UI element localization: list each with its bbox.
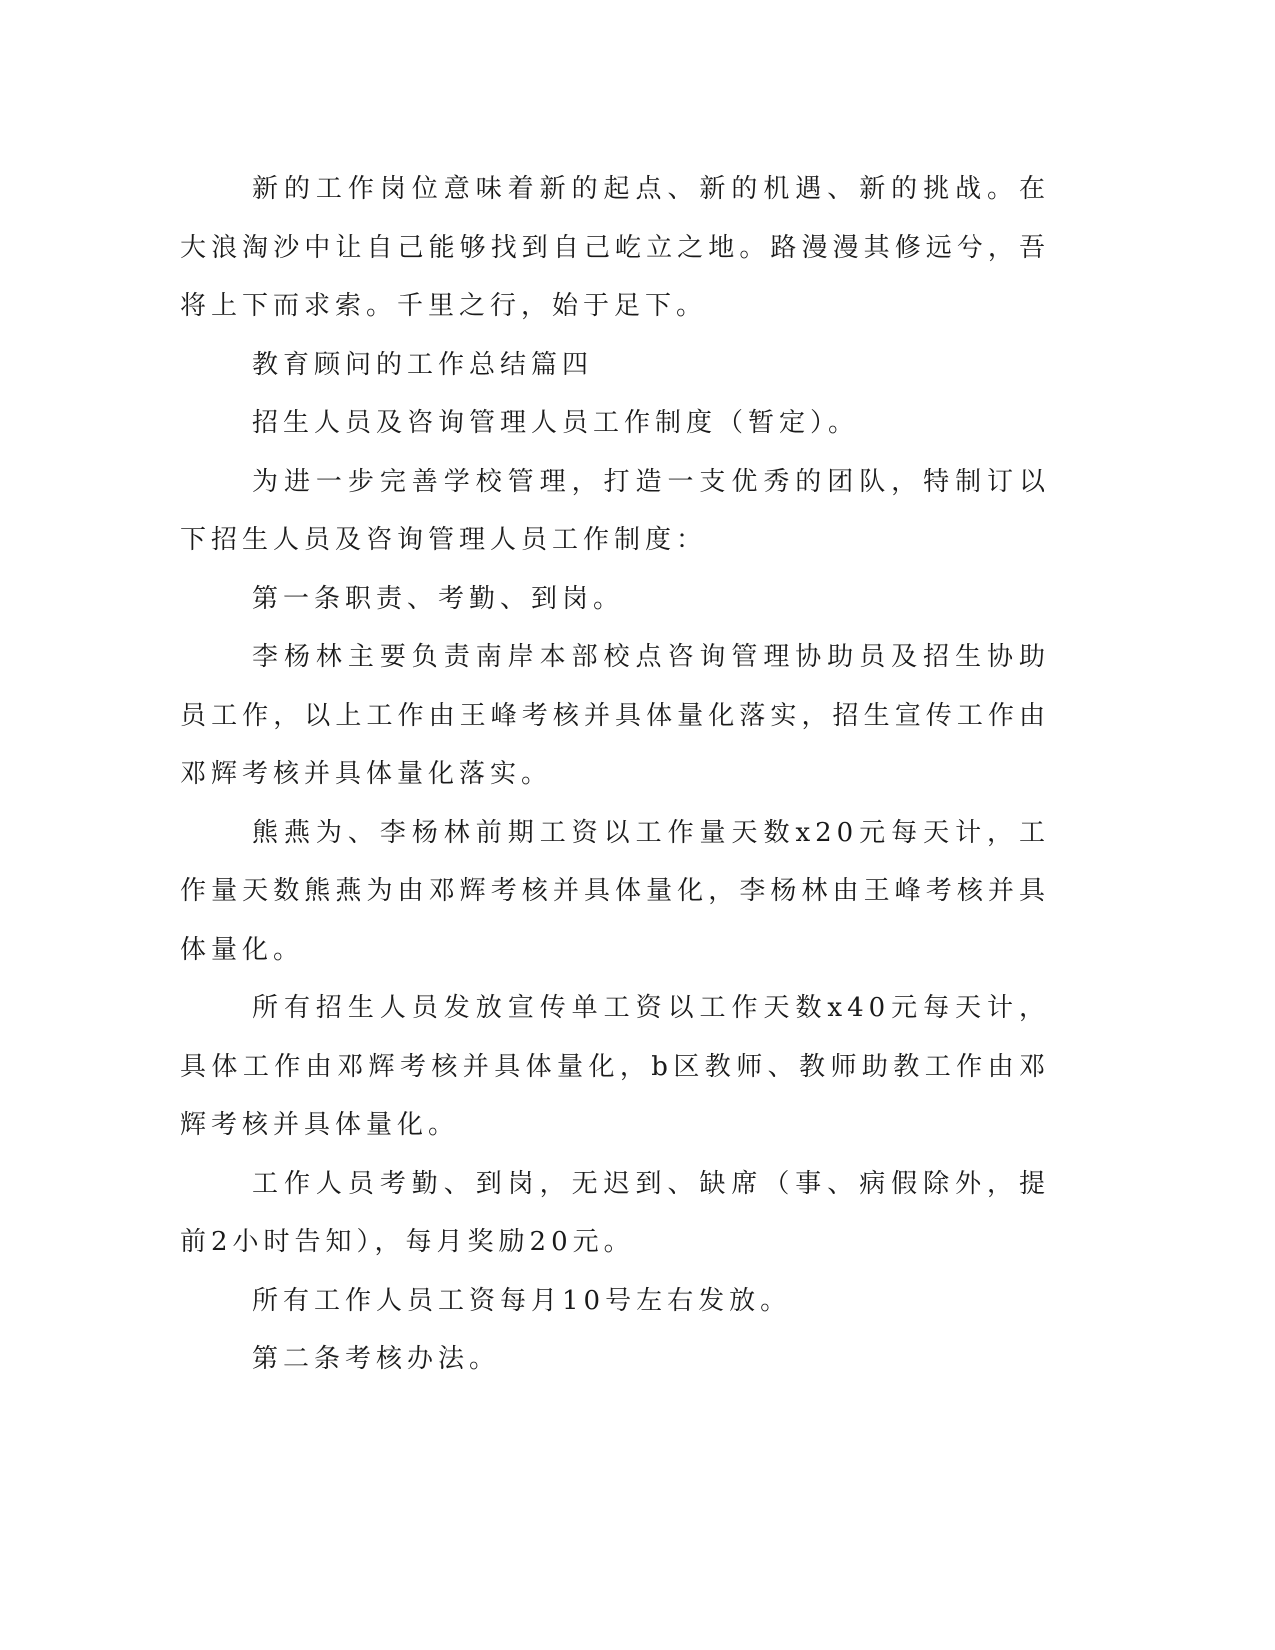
paragraph-intro: 新的工作岗位意味着新的起点、新的机遇、新的挑战。在大浪淘沙中让自己能够找到自己屹立之地。路漫漫其修远兮，吾将上下而求索。千里之行，始于足下。 — [180, 174, 1050, 321]
section-title: 教育顾问的工作总结篇四 — [252, 349, 594, 380]
article-one-title: 第一条职责、考勤、到岗。 — [252, 583, 625, 614]
paragraph-wage-early: 熊燕为、李杨林前期工资以工作量天数x20元每天计，工作量天数熊燕为由邓辉考核并具体量化，李杨林由王峰考核并具体量化。 — [180, 817, 1050, 965]
paragraph-attendance: 工作人员考勤、到岗，无迟到、缺席（事、病假除外，提前2小时告知），每月奖励20元。 — [180, 1168, 1050, 1257]
paragraph-payday: 所有工作人员工资每月10号左右发放。 — [252, 1285, 792, 1316]
document-body — [180, 160, 1050, 1389]
article-two-title: 第二条考核办法。 — [252, 1344, 501, 1374]
paragraph-responsibility: 李杨林主要负责南岸本部校点咨询管理协助员及招生协助员工作，以上工作由王峰考核并具体量化落实，招生宣传工作由邓辉考核并具体量化落实。 — [180, 642, 1050, 789]
paragraph-purpose: 为进一步完善学校管理，打造一支优秀的团队，特制订以下招生人员及咨询管理人员工作制度： — [180, 466, 1050, 555]
paragraph-wage-flyers: 所有招生人员发放宣传单工资以工作天数x40元每天计，具体工作由邓辉考核并具体量化，b区教师、教师助教工作由邓辉考核并具体量化。 — [180, 993, 1050, 1140]
policy-title: 招生人员及咨询管理人员工作制度（暂定）。 — [252, 408, 860, 438]
